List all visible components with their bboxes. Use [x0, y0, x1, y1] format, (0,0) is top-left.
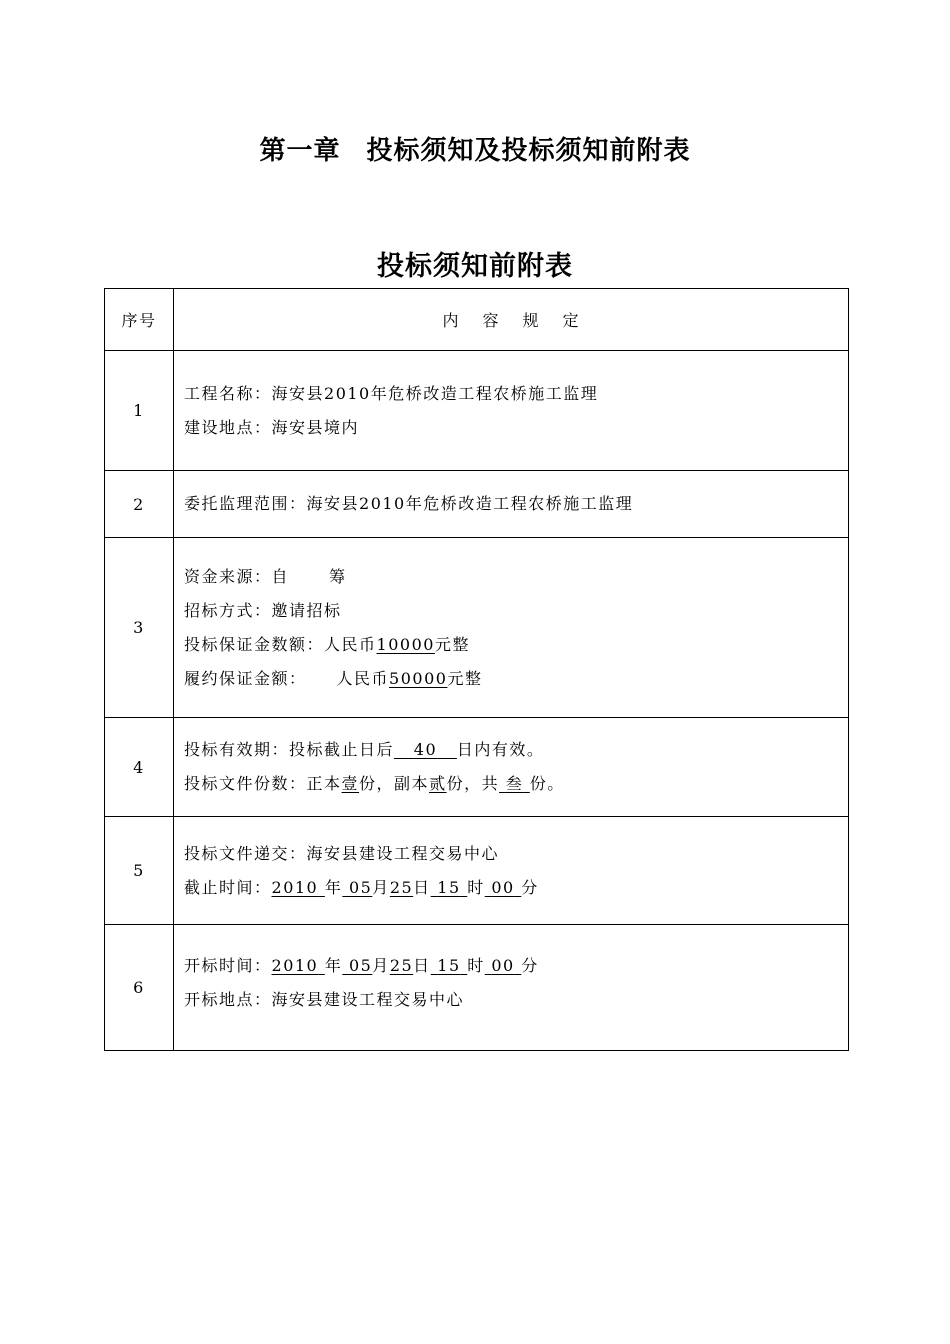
- deadline-line: 截止时间：2010 年 05月25日 15 时 00 分: [184, 877, 539, 897]
- bidding-method-line: 招标方式：邀请招标: [184, 600, 342, 620]
- funding-source-line: 资金来源：自 筹: [184, 566, 347, 586]
- row-no: 2: [105, 471, 174, 538]
- row-content: [174, 925, 849, 1051]
- copies-line: 投标文件份数：正本壹份，副本贰份，共 叁 份。: [184, 774, 565, 793]
- table-row: [105, 925, 849, 1051]
- table-row: [105, 471, 849, 538]
- row-no: 4: [105, 718, 174, 817]
- supervision-scope-line: 委托监理范围：海安县2010年危桥改造工程农桥施工监理: [184, 494, 634, 513]
- bid-bond-line: 投标保证金数额：人民币10000元整: [184, 634, 470, 654]
- row-content: [174, 817, 849, 925]
- chapter-title: [0, 130, 950, 167]
- project-name-line: 工程名称：海安县2010年危桥改造工程农桥施工监理: [184, 383, 599, 403]
- notice-table: [104, 288, 849, 1051]
- chapter-name: 投标须知及投标须知前附表: [366, 136, 691, 166]
- validity-line: 投标有效期：投标截止日后 40 日内有效。: [184, 740, 545, 759]
- table-row: [105, 351, 849, 471]
- table-row: [105, 718, 849, 817]
- opening-time-line: 开标时间：2010 年 05月25日 15 时 00 分: [184, 956, 539, 975]
- table-title: 投标须知前附表: [377, 251, 573, 282]
- performance-bond-line: 履约保证金额： 人民币50000元整: [184, 668, 483, 688]
- header-no: 序号: [105, 289, 174, 351]
- chapter-number: 第一章: [259, 136, 341, 166]
- row-content: [174, 351, 849, 471]
- construction-site-line: 建设地点：海安县境内: [184, 417, 360, 437]
- row-content: [174, 471, 849, 538]
- table-row: [105, 538, 849, 718]
- opening-place-line: 开标地点：海安县建设工程交易中心: [184, 990, 465, 1009]
- submission-place-line: 投标文件递交：海安县建设工程交易中心: [184, 843, 500, 863]
- row-content: [174, 718, 849, 817]
- row-no: 5: [105, 817, 174, 925]
- table-header-row: [105, 289, 849, 351]
- row-no: 1: [105, 351, 174, 471]
- row-content: [174, 538, 849, 718]
- row-no: 3: [105, 538, 174, 718]
- header-content: 内 容 规 定: [174, 289, 849, 351]
- row-no: 6: [105, 925, 174, 1051]
- table-row: [105, 817, 849, 925]
